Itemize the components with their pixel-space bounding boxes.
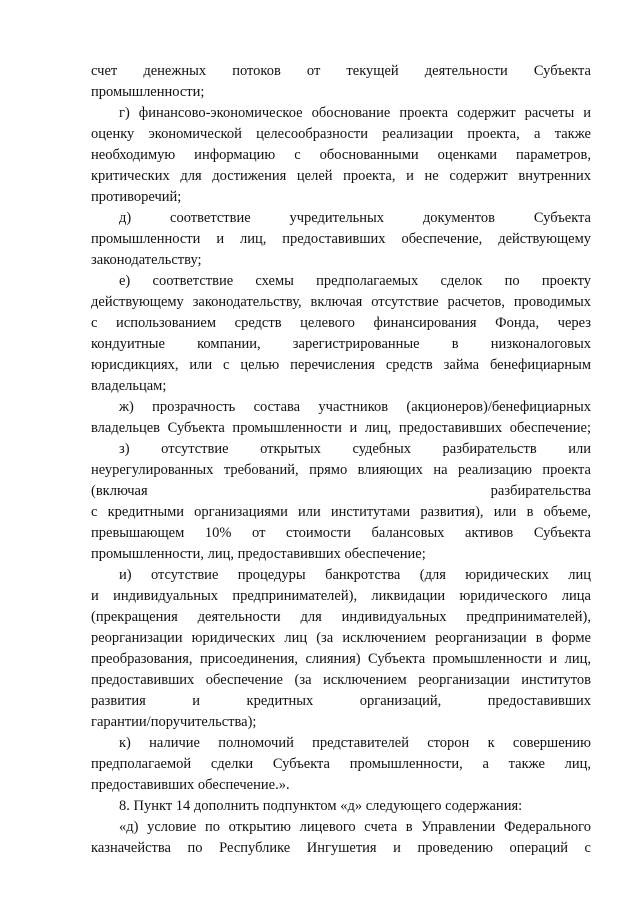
text-line: промышленности; [91, 84, 205, 100]
text-line: с использованием средств целевого финансирования Фонда, через [91, 315, 591, 331]
text-line: казначейства по Республике Ингушетия и проведению операций с [91, 840, 591, 856]
text-line: 8. Пункт 14 дополнить подпунктом «д» следующего содержания: [119, 798, 523, 814]
text-line: г) финансово-экономическое обоснование проекта содержит расчеты и [119, 105, 591, 121]
text-line: гарантии/поручительства); [91, 714, 257, 730]
text-line: и индивидуальных предпринимателей), ликвидации юридического лица [91, 588, 591, 604]
text-line: с кредитными организациями или институтами развития), или в объеме, [91, 504, 591, 520]
text-line: ж) прозрачность состава участников (акционеров)/бенефициарных [119, 399, 591, 415]
text-line: (включая разбирательства [91, 483, 591, 499]
text-line: критических для достижения целей проекта, и не содержит внутренних [91, 168, 591, 184]
text-line: оценку экономической целесообразности реализации проекта, а также [91, 126, 591, 142]
text-line: промышленности, лиц, предоставивших обеспечение; [91, 546, 426, 562]
text-line: необходимую информацию с обоснованными оценками параметров, [91, 147, 591, 163]
text-line: развития и кредитных организаций, предоставивших [91, 693, 591, 709]
text-line: превышающем 10% от стоимости балансовых активов Субъекта [91, 525, 591, 541]
text-line: предполагаемой сделки Субъекта промышленности, а также лиц, [91, 756, 591, 772]
text-line: е) соответствие схемы предполагаемых сделок по проекту [119, 273, 591, 289]
text-line: юрисдикциях, или с целью перечисления средств займа бенефициарным [91, 357, 591, 373]
text-line: владельцев Субъекта промышленности и лиц, предоставивших обеспечение; [91, 420, 591, 436]
text-line: предоставивших обеспечение.». [91, 777, 290, 793]
text-line: (прекращения деятельности для индивидуальных предпринимателей), [91, 609, 591, 625]
text-line: предоставивших обеспечение (за исключением реорганизации институтов [91, 672, 591, 688]
text-line: преобразования, присоединения, слияния) Субъекта промышленности и лиц, [91, 651, 591, 667]
text-line: «д) условие по открытию лицевого счета в Управлении Федерального [119, 819, 591, 835]
text-line: неурегулированных требований, прямо влияющих на реализацию проекта [91, 462, 591, 478]
text-line: владельцам; [91, 378, 167, 394]
text-line: д) соответствие учредительных документов Субъекта [119, 210, 591, 226]
text-line: з) отсутствие открытых судебных разбирательств или [119, 441, 591, 457]
text-line: действующему законодательству, включая отсутствие расчетов, проводимых [91, 294, 591, 310]
text-line: кондуитные компании, зарегистрированные в низконалоговых [91, 336, 591, 352]
text-line: и) отсутствие процедуры банкротства (для юридических лиц [119, 567, 591, 583]
text-line: промышленности и лиц, предоставивших обеспечение, действующему [91, 231, 591, 247]
text-line: противоречий; [91, 189, 182, 205]
text-line: счет денежных потоков от текущей деятельности Субъекта [91, 63, 591, 79]
text-line: законодательству; [91, 252, 202, 268]
text-line: к) наличие полномочий представителей сторон к совершению [119, 735, 591, 751]
text-line: реорганизации юридических лиц (за исключением реорганизации в форме [91, 630, 591, 646]
